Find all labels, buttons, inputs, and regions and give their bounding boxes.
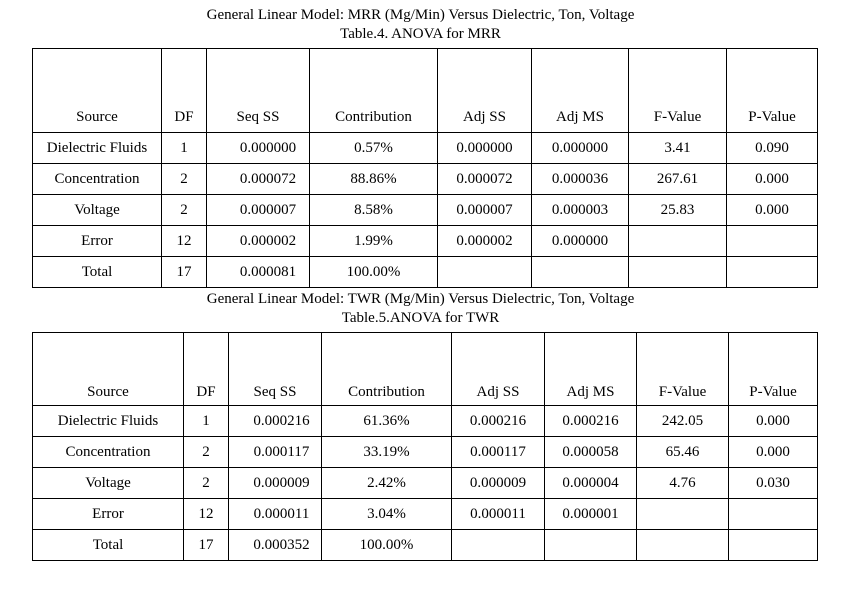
cell-adj-ms <box>545 530 637 561</box>
cell-source: Voltage <box>33 468 184 499</box>
cell-source: Voltage <box>33 195 162 226</box>
header-f-value: F-Value <box>637 333 729 406</box>
cell-adj-ss <box>452 530 545 561</box>
cell-f-value: 25.83 <box>629 195 727 226</box>
cell-adj-ss: 0.000072 <box>438 164 532 195</box>
header-contribution: Contribution <box>310 49 438 133</box>
table-row <box>33 133 818 164</box>
cell-f-value <box>629 257 727 288</box>
cell-df: 12 <box>184 499 229 530</box>
cell-f-value: 3.41 <box>629 133 727 164</box>
table-row <box>33 164 818 195</box>
table-row <box>33 195 818 226</box>
cell-source: Dielectric Fluids <box>33 133 162 164</box>
cell-adj-ss: 0.000216 <box>452 406 545 437</box>
table-row <box>33 468 818 499</box>
cell-p-value: 0.000 <box>727 164 818 195</box>
cell-seq-ss: 0.000007 <box>207 195 310 226</box>
cell-adj-ss: 0.000009 <box>452 468 545 499</box>
cell-source: Concentration <box>33 437 184 468</box>
header-adj-ms: Adj MS <box>532 49 629 133</box>
cell-f-value <box>629 226 727 257</box>
cell-source: Concentration <box>33 164 162 195</box>
header-f-value: F-Value <box>629 49 727 133</box>
header-adj-ss: Adj SS <box>438 49 532 133</box>
cell-adj-ms: 0.000036 <box>532 164 629 195</box>
table-row <box>33 530 818 561</box>
cell-adj-ss: 0.000000 <box>438 133 532 164</box>
cell-seq-ss: 0.000009 <box>229 468 322 499</box>
cell-contribution: 61.36% <box>322 406 452 437</box>
anova-table-mrr <box>32 48 818 288</box>
cell-contribution: 100.00% <box>322 530 452 561</box>
cell-seq-ss: 0.000081 <box>207 257 310 288</box>
header-p-value: P-Value <box>727 49 818 133</box>
cell-adj-ms: 0.000000 <box>532 133 629 164</box>
cell-f-value: 267.61 <box>629 164 727 195</box>
cell-source: Dielectric Fluids <box>33 406 184 437</box>
cell-f-value: 65.46 <box>637 437 729 468</box>
cell-seq-ss: 0.000072 <box>207 164 310 195</box>
cell-source: Error <box>33 499 184 530</box>
cell-adj-ms: 0.000216 <box>545 406 637 437</box>
table-row <box>33 257 818 288</box>
cell-contribution: 3.04% <box>322 499 452 530</box>
cell-adj-ms: 0.000004 <box>545 468 637 499</box>
anova-table-twr <box>32 332 818 561</box>
cell-f-value: 242.05 <box>637 406 729 437</box>
table-header-row <box>33 333 818 406</box>
cell-p-value: 0.030 <box>729 468 818 499</box>
cell-seq-ss: 0.000117 <box>229 437 322 468</box>
header-df: DF <box>162 49 207 133</box>
cell-adj-ms: 0.000058 <box>545 437 637 468</box>
cell-contribution: 0.57% <box>310 133 438 164</box>
table-row <box>33 226 818 257</box>
cell-p-value <box>729 499 818 530</box>
header-contribution: Contribution <box>322 333 452 406</box>
header-df: DF <box>184 333 229 406</box>
cell-f-value: 4.76 <box>637 468 729 499</box>
cell-adj-ms: 0.000001 <box>545 499 637 530</box>
cell-source: Total <box>33 530 184 561</box>
cell-adj-ss: 0.000002 <box>438 226 532 257</box>
table-row <box>33 437 818 468</box>
header-adj-ss: Adj SS <box>452 333 545 406</box>
table-header-row <box>33 49 818 133</box>
cell-p-value <box>727 257 818 288</box>
header-seq-ss: Seq SS <box>229 333 322 406</box>
table1-subtitle: Table.4. ANOVA for MRR <box>340 26 501 42</box>
cell-df: 17 <box>162 257 207 288</box>
table2-title: General Linear Model: TWR (Mg/Min) Versus Dielectric, Ton, Voltage <box>206 291 635 307</box>
cell-seq-ss: 0.000000 <box>207 133 310 164</box>
cell-df: 2 <box>184 437 229 468</box>
cell-seq-ss: 0.000002 <box>207 226 310 257</box>
cell-df: 2 <box>184 468 229 499</box>
cell-adj-ss <box>438 257 532 288</box>
cell-adj-ms: 0.000003 <box>532 195 629 226</box>
cell-contribution: 1.99% <box>310 226 438 257</box>
cell-seq-ss: 0.000216 <box>229 406 322 437</box>
table1-title: General Linear Model: MRR (Mg/Min) Versus Dielectric, Ton, Voltage <box>206 7 635 23</box>
cell-adj-ss: 0.000011 <box>452 499 545 530</box>
table2-caption <box>0 290 841 328</box>
cell-f-value <box>637 530 729 561</box>
cell-contribution: 88.86% <box>310 164 438 195</box>
cell-contribution: 8.58% <box>310 195 438 226</box>
header-p-value: P-Value <box>729 333 818 406</box>
cell-df: 2 <box>162 164 207 195</box>
cell-source: Error <box>33 226 162 257</box>
cell-p-value <box>727 226 818 257</box>
cell-df: 17 <box>184 530 229 561</box>
table-row <box>33 499 818 530</box>
cell-df: 1 <box>162 133 207 164</box>
header-source: Source <box>33 333 184 406</box>
header-adj-ms: Adj MS <box>545 333 637 406</box>
header-seq-ss: Seq SS <box>207 49 310 133</box>
cell-p-value: 0.090 <box>727 133 818 164</box>
cell-p-value <box>729 530 818 561</box>
cell-source: Total <box>33 257 162 288</box>
cell-p-value: 0.000 <box>729 406 818 437</box>
cell-df: 12 <box>162 226 207 257</box>
cell-f-value <box>637 499 729 530</box>
cell-df: 1 <box>184 406 229 437</box>
header-source: Source <box>33 49 162 133</box>
cell-contribution: 33.19% <box>322 437 452 468</box>
cell-adj-ms <box>532 257 629 288</box>
table-row <box>33 406 818 437</box>
cell-adj-ss: 0.000007 <box>438 195 532 226</box>
cell-seq-ss: 0.000352 <box>229 530 322 561</box>
cell-p-value: 0.000 <box>727 195 818 226</box>
cell-contribution: 100.00% <box>310 257 438 288</box>
cell-seq-ss: 0.000011 <box>229 499 322 530</box>
cell-p-value: 0.000 <box>729 437 818 468</box>
cell-adj-ss: 0.000117 <box>452 437 545 468</box>
cell-df: 2 <box>162 195 207 226</box>
cell-adj-ms: 0.000000 <box>532 226 629 257</box>
table2-subtitle: Table.5.ANOVA for TWR <box>341 310 500 326</box>
table1-caption <box>0 6 841 44</box>
cell-contribution: 2.42% <box>322 468 452 499</box>
